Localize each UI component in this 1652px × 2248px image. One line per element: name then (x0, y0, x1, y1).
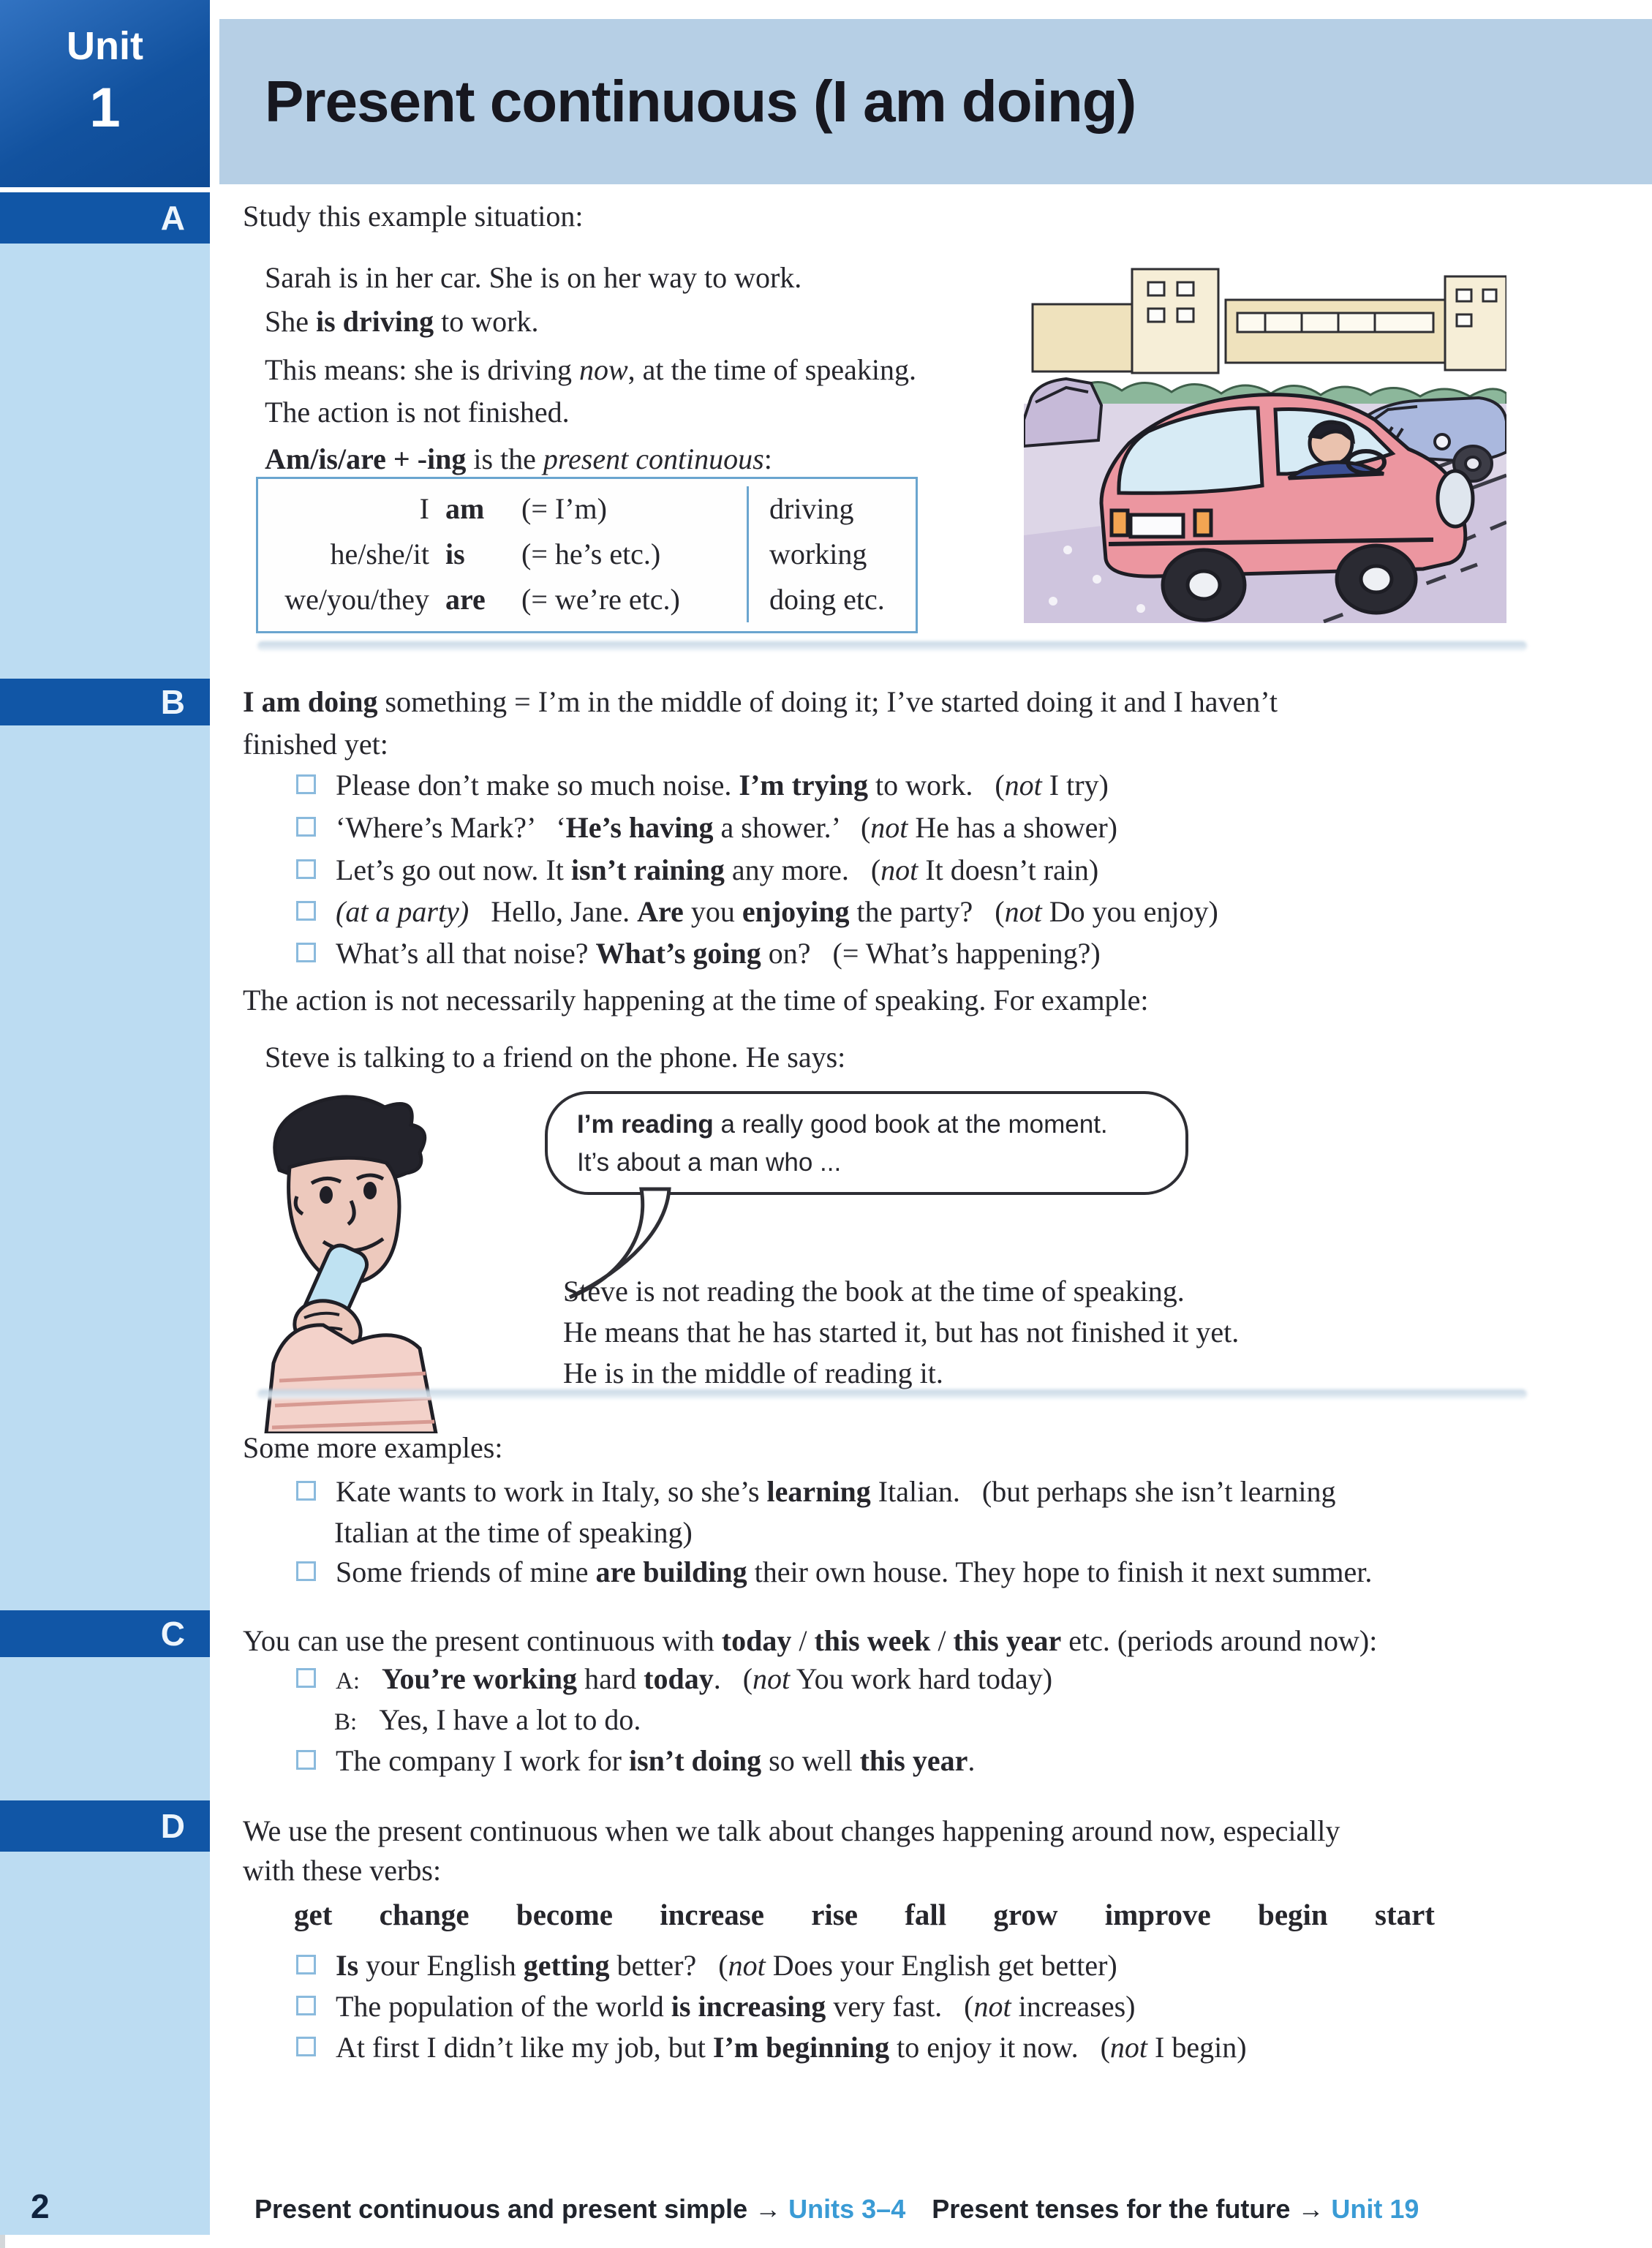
steve-intro: Steve is talking to a friend on the phone. He says: (265, 1041, 846, 1074)
speech-bubble-line: I’m reading a really good book at the moment. (577, 1110, 1108, 1139)
verb-item: improve (1104, 1898, 1211, 1931)
card-shadow (257, 641, 1527, 651)
bullet-text: Kate wants to work in Italy, so she’s learning Italian. (but perhaps she isn’t learning (336, 1475, 1336, 1508)
verb-item: grow (993, 1898, 1058, 1931)
footer-cross-references: Present continuous and present simple → Units 3–4 Present tenses for the future → Unit 19 (254, 2194, 1419, 2224)
section-d-intro-cont: with these verbs: (243, 1854, 442, 1887)
car-driving-illustration (1024, 257, 1506, 623)
bullet-square-icon (296, 1955, 316, 1974)
example-line: The action is not finished. (265, 396, 570, 429)
bullet-square-icon (296, 1750, 316, 1770)
example-bullet (296, 2027, 1247, 2068)
bullet-text: Some friends of mine are building their own house. They hope to finish it next summer. (336, 1555, 1373, 1588)
section-d-marker (0, 1800, 210, 1852)
section-b-letter: B (160, 683, 185, 721)
table-cell: driving (747, 486, 916, 532)
bullet-text: The company I work for isn’t doing so well this year. (336, 1744, 976, 1777)
section-b-intro-cont: finished yet: (243, 728, 388, 761)
man-on-phone-illustration (241, 1082, 474, 1433)
bullet-continuation: Italian at the time of speaking) (334, 1516, 693, 1549)
bullet-text: A: You’re working hard today. (not You work hard today) (336, 1662, 1053, 1695)
section-c-letter: C (160, 1615, 185, 1653)
verb-item: change (379, 1898, 469, 1931)
card-shadow (257, 1389, 1527, 1399)
bullet-text: At first I didn’t like my job, but I’m beginning to enjoy it now. (not I begin) (336, 2031, 1247, 2064)
bullet-square-icon (296, 943, 316, 962)
speech-bubble (545, 1091, 1188, 1195)
example-bullet (296, 1552, 1372, 1593)
bullet-text: ‘Where’s Mark?’ ‘He’s having a shower.’ (not He has a shower) (336, 811, 1117, 844)
verb-item: increase (660, 1898, 764, 1931)
table-cell: I (419, 492, 429, 525)
section-d-intro: We use the present continuous when we talk about changes happening around now, especially (243, 1814, 1340, 1847)
example-bullet (296, 1740, 975, 1781)
bullet-square-icon (296, 901, 316, 921)
title-band (219, 19, 1652, 184)
example-bullet (296, 1986, 1136, 2027)
section-a-intro: Study this example situation: (243, 200, 584, 233)
table-cell: (= we’re etc.) (521, 583, 680, 616)
section-a-marker (0, 192, 210, 244)
some-more-examples: Some more examples: (243, 1431, 503, 1464)
example-bullet (296, 891, 1218, 932)
bullet-square-icon (296, 1561, 316, 1581)
example-bullet (296, 1945, 1117, 1986)
bullet-square-icon (296, 859, 316, 879)
steve-explanation: He means that he has started it, but has not finished it yet. (563, 1316, 1240, 1349)
table-cell: am (445, 492, 485, 525)
section-b-intro: I am doing something = I’m in the middle of doing it; I’ve started doing it and I haven’t (243, 685, 1278, 718)
verb-item: start (1375, 1898, 1435, 1931)
example-bullet (296, 1659, 1052, 1702)
example-line: Sarah is in her car. She is on her way to work. (265, 261, 802, 294)
verb-item: rise (811, 1898, 858, 1931)
example-line: Am/is/are + -ing is the present continuous: (265, 442, 772, 475)
page-number: 2 (31, 2187, 50, 2225)
example-line: This means: she is driving now, at the time of speaking. (265, 353, 916, 386)
section-b-marker (0, 679, 210, 725)
section-b-para2: The action is not necessarily happening at the time of speaking. For example: (243, 984, 1149, 1016)
unit-label: Unit (67, 24, 143, 68)
bullet-square-icon (296, 774, 316, 794)
verb-item: get (294, 1898, 333, 1931)
bullet-text: (at a party) Hello, Jane. Are you enjoying the party? (not Do you enjoy) (336, 895, 1218, 928)
table-cell: are (445, 583, 486, 616)
example-line: She is driving to work. (265, 305, 539, 338)
bullet-text: Is your English getting better? (not Does your English get better) (336, 1949, 1117, 1982)
left-sidebar (0, 0, 210, 2235)
bullet-text: Please don’t make so much noise. I’m trying to work. (not I try) (336, 769, 1109, 801)
section-a-letter: A (160, 199, 185, 237)
verb-item: become (516, 1898, 613, 1931)
section-c-marker (0, 1610, 210, 1657)
example-bullet (296, 933, 1101, 974)
verb-item: begin (1258, 1898, 1328, 1931)
steve-explanation: He is in the middle of reading it. (563, 1357, 943, 1389)
page-title: Present continuous (I am doing) (265, 69, 1136, 134)
speech-bubble-line: It’s about a man who ... (577, 1148, 842, 1177)
example-bullet (296, 807, 1117, 848)
table-cell: doing etc. (747, 577, 916, 622)
steve-explanation: Steve is not reading the book at the time of speaking. (563, 1275, 1185, 1308)
bullet-square-icon (296, 1996, 316, 2015)
bullet-text: What’s all that noise? What’s going on? (= What’s happening?) (336, 937, 1101, 970)
table-cell: (= I’m) (521, 492, 607, 525)
bullet-text: The population of the world is increasing very fast. (not increases) (336, 1990, 1136, 2023)
verb-item: fall (905, 1898, 947, 1931)
present-continuous-table (256, 477, 918, 633)
section-d-letter: D (160, 1807, 185, 1845)
bullet-square-icon (296, 1481, 316, 1501)
table-cell: we/you/they (284, 583, 429, 616)
table-cell: is (445, 538, 465, 570)
bullet-square-icon (296, 1668, 316, 1688)
bullet-square-icon (296, 2037, 316, 2056)
example-bullet (296, 1471, 1336, 1512)
change-verbs-list (294, 1897, 1435, 1932)
table-cell: working (747, 532, 916, 577)
table-cell: he/she/it (330, 538, 429, 570)
unit-box (0, 0, 210, 187)
unit-number: 1 (89, 77, 121, 139)
dialogue-reply: B: Yes, I have a lot to do. (334, 1703, 641, 1736)
example-bullet (296, 850, 1098, 891)
bullet-text: Let’s go out now. It isn’t raining any more. (not It doesn’t rain) (336, 853, 1099, 886)
table-cell: (= he’s etc.) (521, 538, 661, 570)
example-bullet (296, 765, 1109, 806)
bullet-square-icon (296, 817, 316, 837)
section-c-intro: You can use the present continuous with today / this week / this year etc. (periods around now): (243, 1624, 1378, 1657)
